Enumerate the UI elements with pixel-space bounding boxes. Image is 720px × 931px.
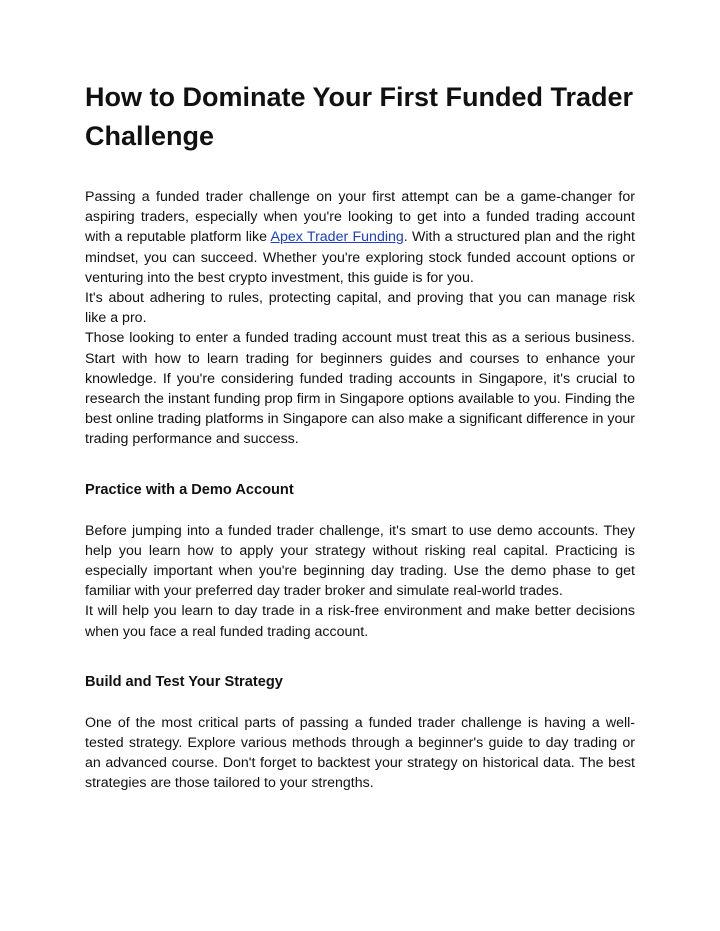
intro-text-before-link: Passing a funded trader challenge on your first attempt can be a game-changer for aspiring traders, especially when you're looking to get into a funded trading account with a reputable platform like: [85, 189, 635, 246]
page-title: How to Dominate Your First Funded Trader Challenge: [85, 82, 634, 151]
demo-account-paragraph-2: It will help you learn to day trade in a risk-free environment and make better decisions when you face a real funded trading account.: [85, 603, 635, 640]
apex-trader-funding-link[interactable]: Apex Trader Funding: [270, 229, 404, 246]
demo-account-paragraph-1: Before jumping into a funded trader challenge, it's smart to use demo accounts. They help you learn how to apply your strategy without risking real capital. Practicing is especially important when you're beginning day trading. Use the demo phase to get familiar with your preferred day trader broker and simulate real-world trades.: [85, 522, 635, 600]
document-body: [85, 78, 635, 794]
intro-paragraph-1: [85, 187, 635, 288]
strategy-paragraph-1: One of the most critical parts of passing a funded trader challenge is having a well-tested strategy. Explore various methods through a beginner's guide to day trading or an advanced course. Don't forget to backtest your strategy on historical data. The best strategies are those tailored to your strengths.: [85, 714, 635, 792]
intro-paragraph-2: It's about adhering to rules, protecting capital, and proving that you can manage risk like a pro.: [85, 290, 635, 327]
intro-text-after-link: . With a structured plan and the right mindset, you can succeed. Whether you're exploring stock funded account options or venturing into the best crypto investment, this guide is for you.: [85, 229, 635, 286]
intro-paragraph-3: Those looking to enter a funded trading account must treat this as a serious business. Start with how to learn trading for beginners guides and courses to enhance your knowledge. If you're considering funded trading accounts in Singapore, it's crucial to research the instant funding prop firm in Singapore options available to you. Finding the best online trading platforms in Singapore can also make a significant difference in your trading performance and success.: [85, 330, 635, 448]
section-heading-demo-account: Practice with a Demo Account: [85, 481, 294, 498]
section-heading-strategy: Build and Test Your Strategy: [85, 673, 283, 690]
